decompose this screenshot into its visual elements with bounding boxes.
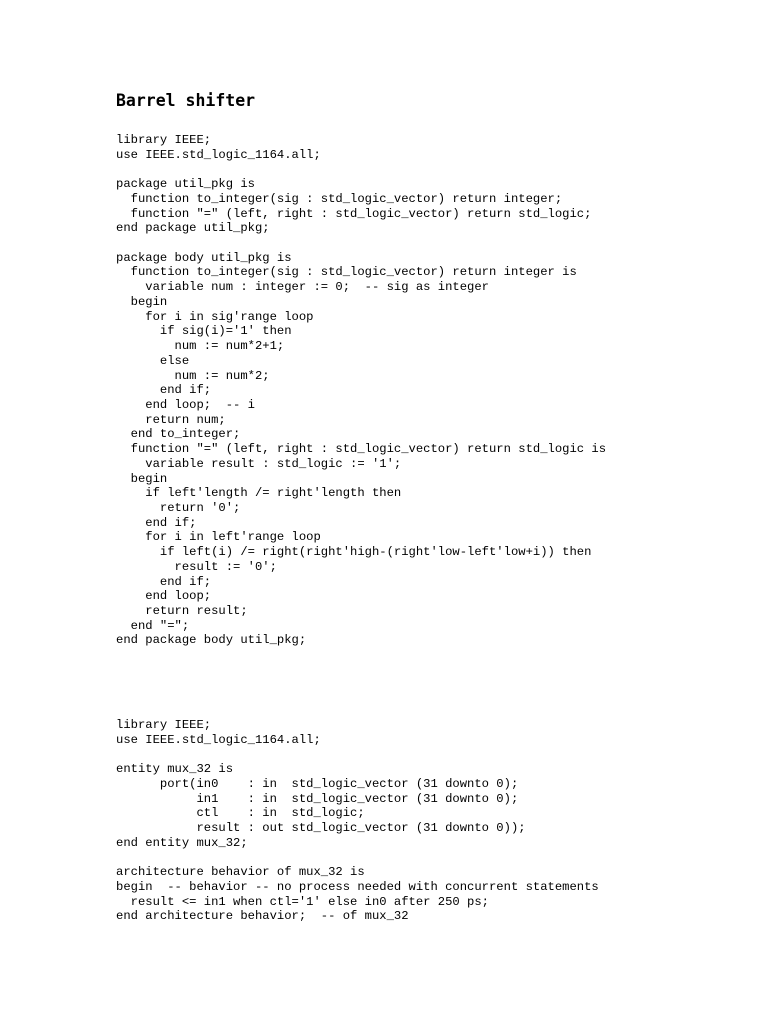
code-line: if left'length /= right'length then	[116, 486, 402, 501]
code-line: result : out std_logic_vector (31 downto 0));	[116, 821, 526, 836]
document-title: Barrel shifter	[116, 91, 256, 110]
code-line: if sig(i)='1' then	[116, 324, 292, 339]
code-line: entity mux_32 is	[116, 762, 234, 777]
code-line: port(in0 : in std_logic_vector (31 downto 0);	[116, 776, 519, 791]
code-line: function "=" (left, right : std_logic_vector) return std_logic;	[116, 206, 592, 221]
code-line: return '0';	[116, 500, 241, 515]
code-line: result <= in1 when ctl='1' else in0 after 250 ps;	[116, 894, 489, 909]
code-line: end loop; -- i	[116, 397, 255, 412]
code-line: num := num*2+1;	[116, 339, 285, 354]
code-line: begin	[116, 294, 168, 309]
code-line: result := '0';	[116, 559, 277, 574]
code-line: if left(i) /= right(right'high-(right'low-left'low+i)) then	[116, 545, 592, 560]
code-line: in1 : in std_logic_vector (31 downto 0);	[116, 791, 519, 806]
code-line: use IEEE.std_logic_1164.all;	[116, 147, 321, 162]
code-line: end to_integer;	[116, 427, 241, 442]
code-line: end entity mux_32;	[116, 835, 248, 850]
code-line: use IEEE.std_logic_1164.all;	[116, 732, 321, 747]
code-block-mux-32	[116, 718, 599, 924]
code-line: end architecture behavior; -- of mux_32	[116, 909, 409, 924]
code-line: end if;	[116, 574, 212, 589]
code-line: return result;	[116, 604, 248, 618]
code-line: return num;	[116, 412, 226, 427]
code-line: end package body util_pkg;	[116, 633, 307, 648]
code-line: end "=";	[116, 618, 190, 633]
code-line: variable num : integer := 0; -- sig as integer	[116, 280, 489, 295]
code-line: package util_pkg is	[116, 177, 255, 192]
code-line: architecture behavior of mux_32 is	[116, 865, 365, 880]
code-line: for i in left'range loop	[116, 530, 321, 545]
code-line: begin	[116, 471, 168, 486]
code-line: function "=" (left, right : std_logic_vector) return std_logic is	[116, 442, 607, 457]
code-line: for i in sig'range loop	[116, 309, 314, 324]
code-line: function to_integer(sig : std_logic_vector) return integer;	[116, 191, 563, 206]
code-line: ctl : in std_logic;	[116, 806, 365, 821]
code-line: begin -- behavior -- no process needed with concurrent statements	[116, 879, 599, 894]
code-line: end if;	[116, 515, 197, 530]
code-line: end loop;	[116, 589, 212, 604]
code-line: else	[116, 353, 190, 368]
code-line: end package util_pkg;	[116, 221, 270, 236]
code-line: end if;	[116, 383, 212, 398]
code-line: package body util_pkg is	[116, 250, 292, 265]
code-line: library IEEE;	[116, 718, 212, 732]
code-block-util-pkg	[116, 133, 606, 648]
code-line: num := num*2;	[116, 368, 270, 383]
code-line: function to_integer(sig : std_logic_vector) return integer is	[116, 265, 577, 280]
code-line: variable result : std_logic := '1';	[116, 456, 402, 471]
code-line: library IEEE;	[116, 133, 212, 147]
